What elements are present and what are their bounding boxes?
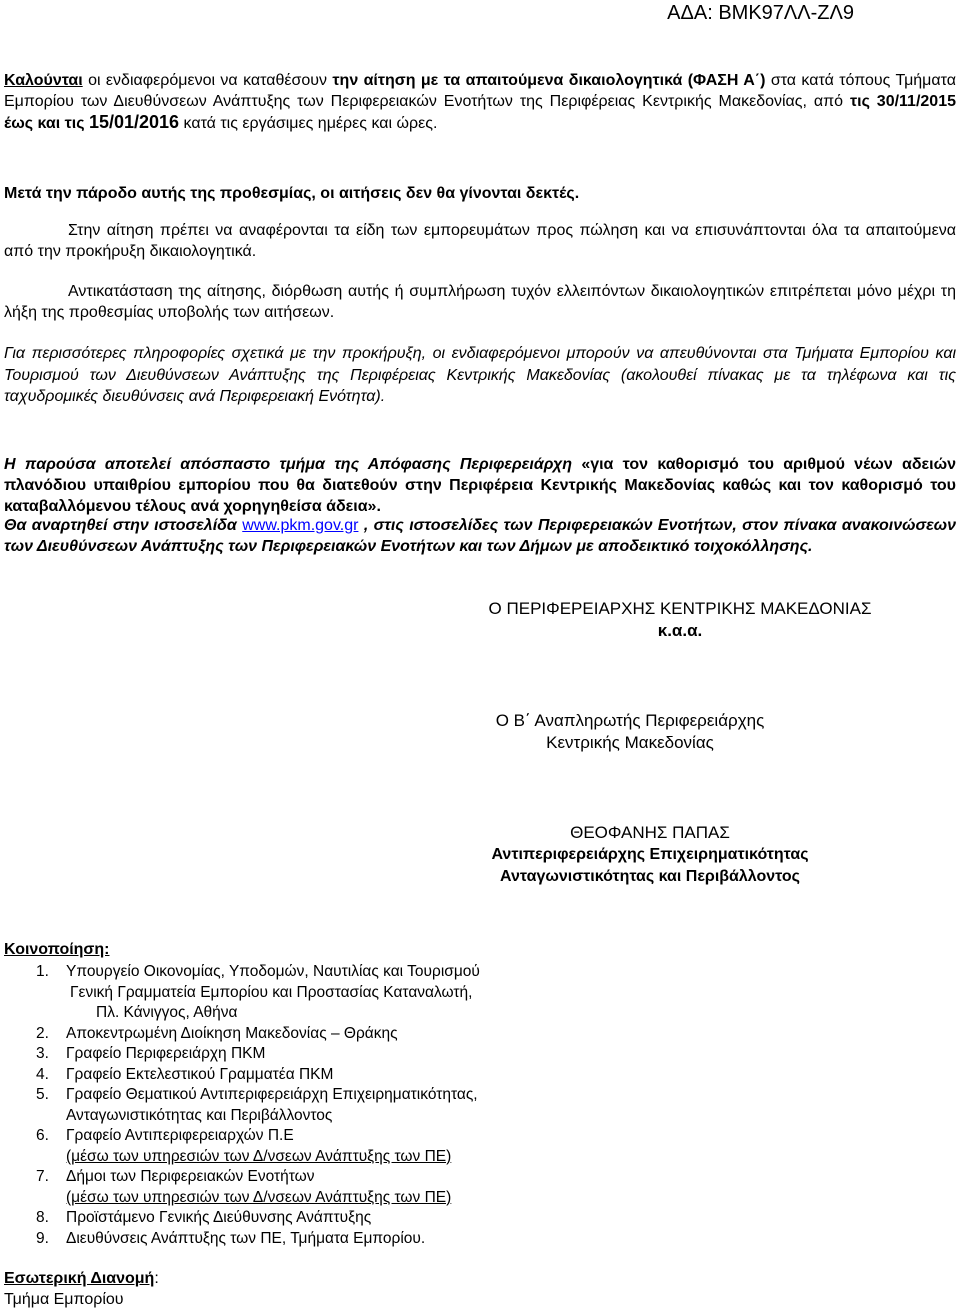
internal-value: Τμήμα Εμπορίου — [4, 1291, 124, 1308]
list-text: Προϊστάμενο Γενικής Διεύθυνσης Ανάπτυξης — [66, 1209, 372, 1226]
text: κατά τις εργάσιμες ημέρες και ώρες. — [179, 115, 438, 132]
signature-role: Αντιπεριφερειάρχης Επιχειρηματικότητας — [491, 846, 809, 863]
text-bold: την αίτηση με τα απαιτούμενα δικαιολογητικά (ΦΑΣΗ Α΄) — [332, 72, 766, 89]
date-range-end: 15/01/2016 — [88, 112, 180, 132]
signature-role: Ανταγωνιστικότητας και Περιβάλλοντος — [500, 868, 800, 885]
paragraph-deadline-note: Μετά την πάροδο αυτής της προθεσμίας, οι αιτήσεις δεν θα γίνονται δεκτές. — [4, 185, 580, 202]
paragraph-submission — [4, 70, 956, 134]
list-item — [36, 1065, 480, 1086]
text: οι ενδιαφερόμενοι να καταθέσουν — [82, 72, 333, 89]
list-number: 8. — [36, 1209, 49, 1226]
list-text: Γραφείο Περιφερειάρχη ΠΚΜ — [66, 1045, 266, 1062]
signature-subtitle: κ.α.α. — [657, 621, 703, 640]
signature-title: Ο Β΄ Αναπληρωτής Περιφερειάρχης — [495, 711, 765, 730]
list-item — [36, 1208, 480, 1229]
website-link[interactable]: www.pkm.gov.gr — [242, 517, 359, 534]
paragraph-application-contents: Στην αίτηση πρέπει να αναφέρονται τα είδη των εμπορευμάτων προς πώληση και να επισυνάπτονται όλα τα απαιτούμενα από την προκήρυξη δικαιολογητικά. — [4, 222, 956, 260]
text: στα κατά τόπους Τμήματα Εμπορίου των Διευθύνσεων Ανάπτυξης των Περιφερειακών Ενοτήτων της Περιφέρειας Κεντρικής Μακεδονίας, από — [4, 72, 956, 110]
list-text-detail: Πλ. Κάνιγγος, Αθήνα — [96, 1004, 238, 1021]
list-item — [36, 1167, 480, 1208]
list-text: Υπουργείο Οικονομίας, Υποδομών, Ναυτιλίας και Τουρισμού — [66, 963, 480, 980]
signature-block-governor — [400, 598, 960, 642]
internal-distribution — [4, 1268, 159, 1310]
list-text: Γραφείο Θεματικού Αντιπεριφερειάρχη Επιχειρηματικότητας, — [66, 1086, 478, 1103]
list-text: Αποκεντρωμένη Διοίκηση Μακεδονίας – Θράκης — [66, 1024, 398, 1042]
list-number: 2. — [36, 1024, 49, 1042]
list-item — [36, 1024, 480, 1045]
list-number: 7. — [36, 1168, 49, 1185]
signature-name: ΘΕΟΦΑΝΗΣ ΠΑΠΑΣ — [570, 823, 730, 842]
list-item — [36, 1085, 480, 1126]
list-number: 3. — [36, 1045, 49, 1062]
list-note: (μέσω των υπηρεσιών των Δ/νσεων Ανάπτυξης των ΠΕ) — [66, 1147, 452, 1165]
list-number: 6. — [36, 1127, 49, 1144]
text-bold-underlined: Καλούνται — [4, 72, 83, 89]
paragraph-decision — [4, 454, 956, 517]
list-text: Γραφείο Εκτελεστικού Γραμματέα ΠΚΜ — [66, 1065, 334, 1083]
text-italic: Η παρούσα αποτελεί απόσπαστο τμήμα της Απόφασης Περιφερειάρχη — [4, 456, 582, 473]
list-number: 1. — [36, 963, 49, 980]
text: «για τον καθορισμό του αριθμού νέων αδειών πλανόδιου υπαιθρίου εμπορίου που θα διατεθούν στην Περιφέρεια Κεντρικής Μακεδονίας καθώς και τον καθορισμό του καταβαλλόμενου τέλους ανά χορηγηθείσα άδεια». — [4, 456, 956, 515]
paragraph-replacement: Αντικατάσταση της αίτησης, διόρθωση αυτής ή συμπλήρωση τυχόν ελλειπόντων δικαιολογητικών επιτρέπεται μόνο μέχρι τη λήξη της προθεσμίας υποβολής των αιτήσεων. — [4, 283, 956, 321]
ada-code: ΑΔΑ: ΒΜΚ97ΛΛ-ΖΛ9 — [667, 2, 854, 24]
cc-title: Κοινοποίηση: — [4, 941, 110, 958]
list-item — [36, 1126, 480, 1167]
cc-list — [36, 962, 480, 1249]
list-text-detail: Γενική Γραμματεία Εμπορίου και Προστασίας Καταναλωτή, — [70, 983, 473, 1001]
list-number: 9. — [36, 1229, 49, 1247]
list-item — [36, 1044, 480, 1065]
list-item — [36, 1229, 480, 1250]
paragraph-info: Για περισσότερες πληροφορίες σχετικά με την προκήρυξη, οι ενδιαφερόμενοι μπορούν να απευθύνονται στα Τμήματα Εμπορίου και Τουρισμού των Διευθύνσεων Ανάπτυξης της Περιφέρειας Κεντρικής Μακεδονίας (ακολουθεί πίνακας με τα τηλέφωνα και τις ταχυδρομικές διευθύνσεις ανά Περιφερειακή Ενότητα). — [4, 345, 956, 405]
signature-block-deputy — [410, 710, 850, 754]
list-text: Δήμοι των Περιφερειακών Ενοτήτων — [66, 1168, 315, 1185]
signature-block-name — [400, 822, 900, 888]
list-text: Γραφείο Αντιπεριφερειαρχών Π.Ε — [66, 1127, 294, 1144]
list-item — [36, 962, 480, 1024]
list-text-continued: Ανταγωνιστικότητας και Περιβάλλοντος — [66, 1106, 333, 1124]
internal-title: Εσωτερική Διανομή — [4, 1270, 155, 1287]
list-text: Διευθύνσεις Ανάπτυξης των ΠΕ, Τμήματα Εμπορίου. — [66, 1229, 426, 1247]
text: , στις ιστοσελίδες των Περιφερειακών Ενοτήτων, στον πίνακα ανακοινώσεων των Διευθύνσεων Ανάπτυξης των Περιφερειακών Ενοτήτων και των Δήμων με αποδεικτικό τοιχοκόλλησης. — [4, 517, 957, 555]
signature-subtitle: Κεντρικής Μακεδονίας — [546, 733, 714, 752]
text: Θα αναρτηθεί στην ιστοσελίδα — [4, 517, 243, 534]
internal-colon: : — [154, 1270, 159, 1287]
signature-title: Ο ΠΕΡΙΦΕΡΕΙΑΡΧΗΣ ΚΕΝΤΡΙΚΗΣ ΜΑΚΕΔΟΝΙΑΣ — [488, 599, 872, 618]
list-note: (μέσω των υπηρεσιών των Δ/νσεων Ανάπτυξης των ΠΕ) — [66, 1188, 452, 1206]
paragraph-publication — [4, 515, 956, 557]
list-number: 4. — [36, 1065, 49, 1083]
list-number: 5. — [36, 1086, 49, 1103]
date-range-start: τις 30/11/2015 έως και τις — [4, 93, 956, 132]
